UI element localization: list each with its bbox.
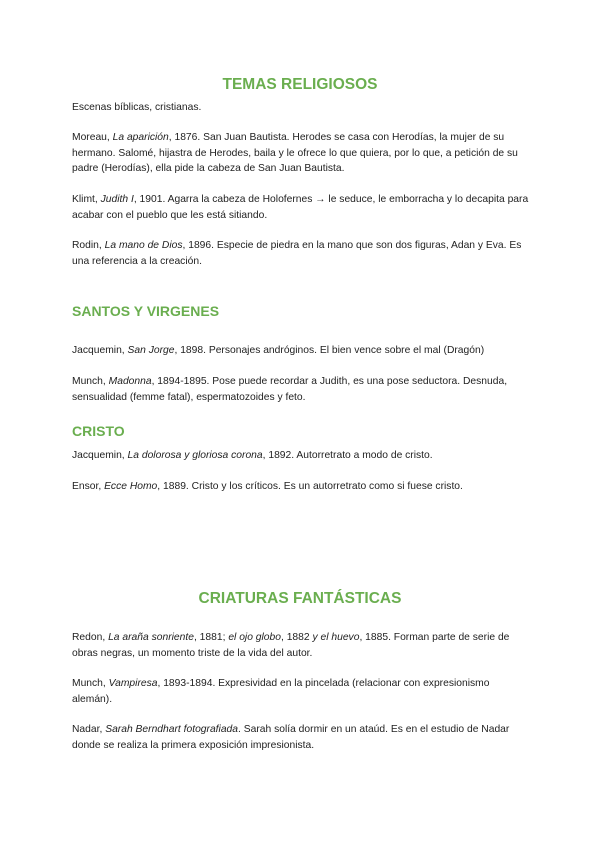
heading-santos-y-virgenes: SANTOS Y VIRGENES [72, 303, 220, 319]
heading-cristo: CRISTO [72, 423, 125, 439]
description-text: , 1892. Autorretrato a modo de cristo. [262, 450, 433, 461]
author-name: Jacquemin, [72, 450, 128, 461]
moreau-paragraph [72, 130, 532, 177]
munch-madonna-paragraph [72, 374, 532, 405]
intro-paragraph: Escenas bíblicas, cristianas. [72, 102, 202, 113]
author-name: Klimt, [72, 194, 101, 205]
author-name: Munch, [72, 678, 109, 689]
author-name: Munch, [72, 376, 109, 387]
work-title: San Jorge [127, 345, 175, 356]
jacquemin-san-jorge-paragraph [72, 343, 532, 359]
rodin-paragraph [72, 238, 532, 269]
work-title: Judith I [100, 194, 134, 205]
ensor-paragraph [72, 479, 532, 495]
munch-vampiresa-paragraph [72, 676, 532, 707]
description-text: , 1882 [280, 632, 313, 643]
description-text: , 1885. Forman parte de serie de obras negras, un momento triste de la vida del autor. [72, 632, 510, 659]
author-name: Ensor, [72, 481, 105, 492]
description-text: , 1898. Personajes andróginos. El bien vence sobre el mal (Dragón) [174, 345, 485, 356]
work-title: La aparición [112, 132, 169, 143]
work-title: Madonna [108, 376, 152, 387]
author-name: Redon, [72, 632, 109, 643]
description-text: , 1896. Especie de piedra en la mano que son dos figuras, Adan y Eva. Es una referencia a la creación. [72, 240, 522, 267]
klimt-paragraph [72, 192, 532, 223]
work-title: La araña sonriente [108, 632, 194, 643]
work-title: el ojo globo [228, 632, 281, 643]
title-temas-religiosos: TEMAS RELIGIOSOS [222, 76, 378, 93]
author-name: Rodin, [72, 240, 105, 251]
work-title: La dolorosa y gloriosa corona [127, 450, 263, 461]
author-name: Jacquemin, [72, 345, 128, 356]
work-title: Sarah Berndhart fotografiada [105, 724, 239, 735]
title-criaturas-fantasticas: CRIATURAS FANTÁSTICAS [198, 590, 402, 607]
description-text: , 1894-1895. Pose puede recordar a Judith, es una pose seductora. Desnuda, sensualidad (femme fatal), espermatozoides y feto. [72, 376, 508, 403]
author-name: Moreau, [72, 132, 113, 143]
work-title: Vampiresa [108, 678, 158, 689]
author-name: Nadar, [72, 724, 106, 735]
jacquemin-corona-paragraph [72, 448, 532, 464]
description-text: , 1893-1894. Expresividad en la pincelada (relacionar con expresionismo alemán). [72, 678, 490, 705]
work-title: Ecce Homo [104, 481, 158, 492]
redon-paragraph [72, 630, 532, 661]
description-text: , 1876. San Juan Bautista. Herodes se casa con Herodías, la mujer de su hermano. Salomé, hijastra de Herodes, baila y le ofrece lo que quiera, por lo que, a petición de su padre (Herodías), ella pide la cabeza de San Juan Bautista. [72, 132, 518, 174]
work-title: La mano de Dios [104, 240, 183, 251]
description-text: , 1889. Cristo y los críticos. Es un autorretrato como si fuese cristo. [157, 481, 463, 492]
description-text: , 1881; [193, 632, 229, 643]
description-text: . Sarah solía dormir en un ataúd. Es en el estudio de Nadar donde se realiza la primera exposición impresionista. [72, 724, 510, 751]
nadar-paragraph [72, 722, 532, 753]
description-text: , 1901. Agarra la cabeza de Holofernes → le seduce, le emborracha y lo decapita para acabar con el pueblo que les está sitiando. [72, 194, 529, 221]
work-title: y el huevo [312, 632, 360, 643]
